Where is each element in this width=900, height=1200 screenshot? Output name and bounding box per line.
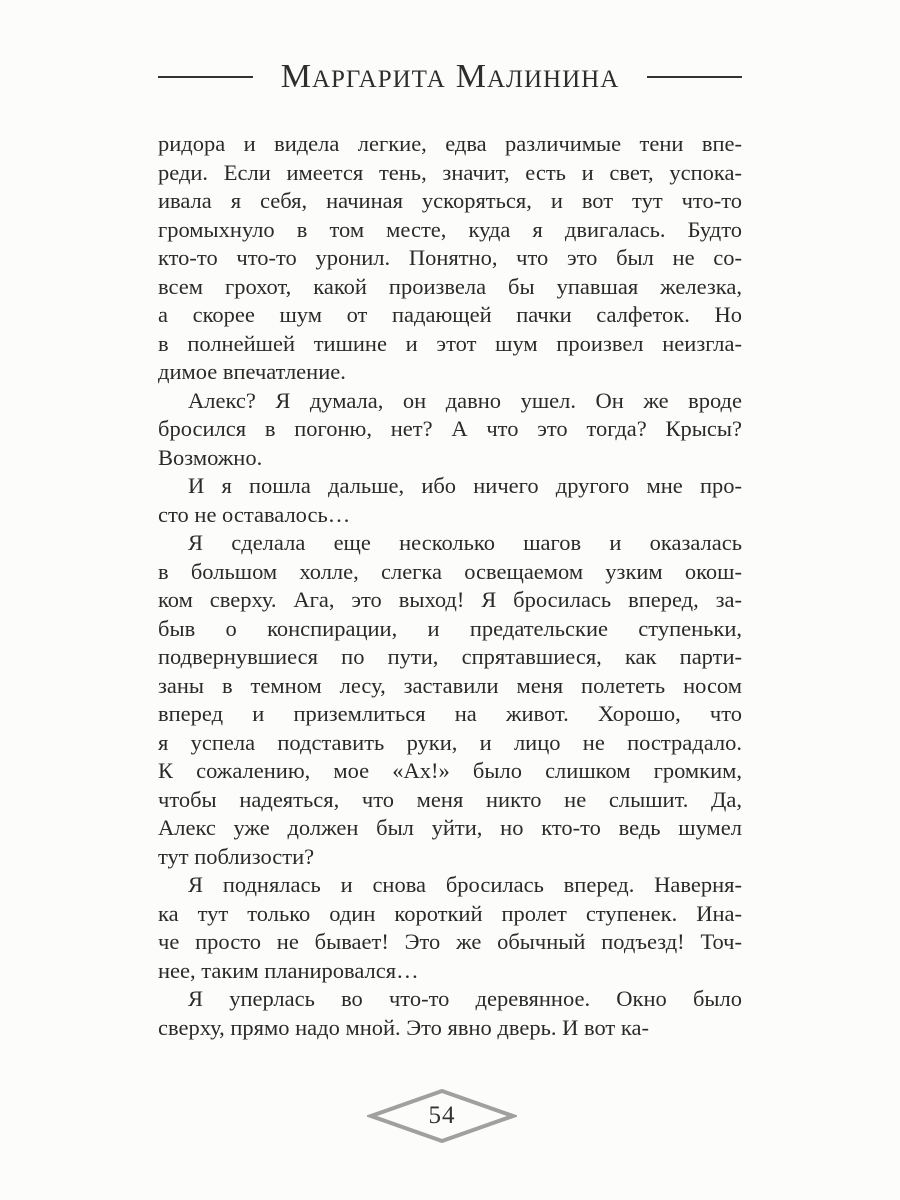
text-line: реди. Если имеется тень, значит, есть и свет, успока- bbox=[158, 159, 742, 185]
text-line: я успела подставить руки, и лицо не пострадало. bbox=[158, 729, 742, 755]
paragraph bbox=[158, 529, 742, 871]
paragraph bbox=[158, 871, 742, 985]
running-header-word: МАРГАРИТА bbox=[280, 58, 446, 95]
text-line: в полнейшей тишине и этот шум произвел неизгла- bbox=[158, 330, 742, 356]
text-line: кто-то что-то уронил. Понятно, что это был не со- bbox=[158, 245, 742, 270]
header-rule-right bbox=[647, 76, 742, 78]
paragraph bbox=[158, 387, 742, 473]
header-rule-left bbox=[158, 76, 253, 78]
text-line: К сожалению, мое «Ах!» было слишком громким, bbox=[158, 758, 742, 783]
text-line: громыхнуло в том месте, куда я двигалась. Будто bbox=[158, 216, 742, 242]
body-text bbox=[158, 130, 742, 1042]
text-line: Я уперлась во что-то деревянное. Окно было bbox=[188, 986, 742, 1011]
text-line: нее, таким планировался… bbox=[158, 957, 419, 983]
text-line: быв о конспирации, и предательские ступеньки, bbox=[158, 615, 742, 641]
text-line: тут поблизости? bbox=[158, 843, 315, 869]
page-number: 54 bbox=[428, 1102, 456, 1129]
text-line: Возможно. bbox=[158, 444, 263, 470]
text-line: в большом холле, слегка освещаемом узким окош- bbox=[158, 558, 742, 584]
text-line: Алекс? Я думала, он давно ушел. Он же вроде bbox=[188, 387, 742, 413]
paragraph bbox=[158, 130, 742, 387]
text-line: заны в темном лесу, заставили меня полететь носом bbox=[158, 672, 742, 698]
running-header bbox=[158, 56, 742, 98]
text-line: ка тут только один короткий пролет ступенек. Ина- bbox=[158, 900, 742, 926]
text-line: ридора и видела легкие, едва различимые тени впе- bbox=[158, 131, 742, 156]
text-line: И я пошла дальше, ибо ничего другого мне про- bbox=[188, 473, 742, 498]
text-line: ком сверху. Ага, это выход! Я бросилась вперед, за- bbox=[158, 587, 742, 612]
running-header-author bbox=[281, 60, 620, 94]
running-header-word: МАЛИНИНА bbox=[455, 58, 620, 95]
text-line: Алекс уже должен был уйти, но кто-то ведь шумел bbox=[158, 815, 742, 840]
text-line: вперед и приземлиться на живот. Хорошо, что bbox=[158, 701, 742, 726]
text-line: Я поднялась и снова бросилась вперед. Наверня- bbox=[188, 872, 742, 897]
text-line: ивала я себя, начиная ускоряться, и вот тут что-то bbox=[158, 188, 742, 213]
text-line: а скорее шум от падающей пачки салфеток. Но bbox=[158, 302, 742, 327]
page-number-ornament bbox=[367, 1087, 517, 1145]
text-line: чтобы надеяться, что меня никто не слышит. Да, bbox=[158, 786, 742, 812]
text-line: подвернувшиеся по пути, спрятавшиеся, как парти- bbox=[158, 644, 742, 669]
text-line: сто не оставалось… bbox=[158, 501, 351, 527]
paragraph bbox=[158, 472, 742, 529]
text-line: Я сделала еще несколько шагов и оказалась bbox=[188, 530, 742, 555]
text-line: бросился в погоню, нет? А что это тогда? Крысы? bbox=[158, 416, 742, 441]
text-line: че просто не бывает! Это же обычный подъезд! Точ- bbox=[158, 929, 742, 954]
text-line: димое впечатление. bbox=[158, 359, 346, 384]
text-line: сверху, прямо надо мной. Это явно дверь. И вот ка- bbox=[158, 1014, 649, 1040]
paragraph bbox=[158, 985, 742, 1042]
text-line: всем грохот, какой произвела бы упавшая железка, bbox=[158, 273, 742, 299]
